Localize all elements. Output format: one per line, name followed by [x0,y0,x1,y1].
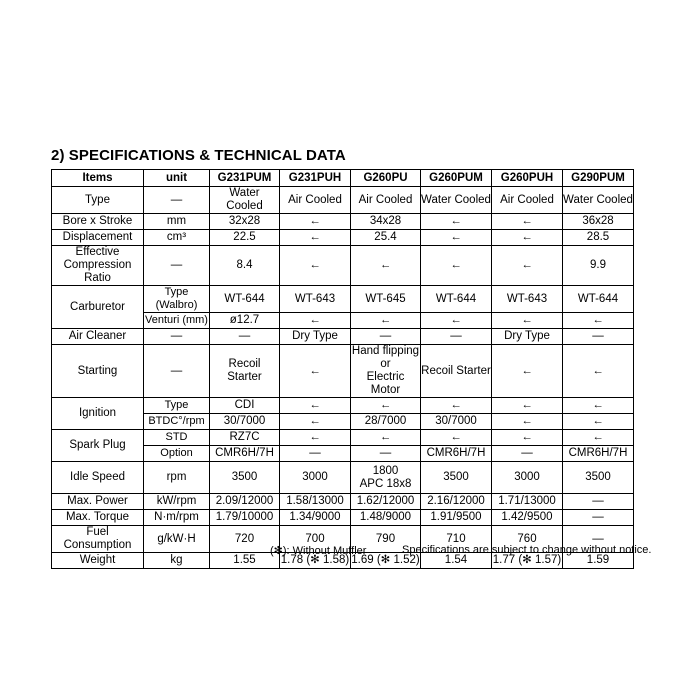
value-cell: 760 [492,526,563,553]
unit-cell: rpm [144,462,210,494]
value-cell: CMR6H/7H [563,446,634,462]
value-cell: ← [280,398,351,414]
value-cell: ← [492,246,563,286]
value-cell: Air Cooled [492,187,563,214]
item-label: Idle Speed [52,462,144,494]
value-line: or [380,358,391,370]
header-row [52,170,634,187]
value-line: Electric Motor [366,371,405,396]
value-cell: 1.71/13000 [492,494,563,510]
value-cell: ← [280,246,351,286]
unit-cell: BTDC°/rpm [144,414,210,430]
table-row [52,246,634,286]
item-label: Displacement [52,230,144,246]
page-title: 2) SPECIFICATIONS & TECHNICAL DATA [51,147,346,164]
unit-cell: STD [144,430,210,446]
value-cell: CMR6H/7H [421,446,492,462]
header-cell: Items [52,170,144,187]
value-cell: 1.62/12000 [351,494,421,510]
value-cell: 790 [351,526,421,553]
value-cell: — [492,446,563,462]
value-cell: 2.09/12000 [210,494,280,510]
value-cell: ← [280,230,351,246]
table-row [52,187,634,214]
value-cell: ← [421,313,492,329]
item-label: Ignition [52,398,144,430]
value-cell: 30/7000 [421,414,492,430]
value-cell: — [563,329,634,345]
value-cell: ← [280,345,351,398]
value-cell: ← [421,246,492,286]
value-cell: 700 [280,526,351,553]
unit-cell: Venturi (mm) [144,313,210,329]
value-cell: ← [563,414,634,430]
value-cell: WT-644 [210,286,280,313]
value-cell: — [563,494,634,510]
value-cell: 28.5 [563,230,634,246]
value-cell: WT-645 [351,286,421,313]
unit-cell: g/kW·H [144,526,210,553]
notice-text: Specifications are subject to change without notice. [402,544,652,556]
value-cell: Water Cooled [563,187,634,214]
unit-cell: — [144,187,210,214]
value-cell: Water Cooled [210,187,280,214]
header-cell: G290PUM [563,170,634,187]
value-cell: CMR6H/7H [210,446,280,462]
value-cell: 34x28 [351,214,421,230]
value-cell: 1.42/9500 [492,510,563,526]
value-cell: 36x28 [563,214,634,230]
value-cell: 1.69 (✻ 1.52) [351,553,421,569]
value-cell: 3500 [421,462,492,494]
value-cell: ← [492,430,563,446]
value-cell: 3000 [492,462,563,494]
item-label: Fuel Consumption [52,526,144,553]
table-row [52,510,634,526]
header-cell: G231PUM [210,170,280,187]
item-label: Air Cleaner [52,329,144,345]
value-cell: ← [351,246,421,286]
value-cell: — [563,526,634,553]
value-cell: 720 [210,526,280,553]
value-cell: ← [492,313,563,329]
value-cell: — [210,329,280,345]
value-cell: ← [492,230,563,246]
unit-cell: cm³ [144,230,210,246]
specifications-table [51,169,634,569]
value-cell: Air Cooled [351,187,421,214]
value-cell: ← [563,313,634,329]
value-cell: ← [421,398,492,414]
value-cell: Recoil Starter [421,345,492,398]
value-cell: ← [351,398,421,414]
value-cell: ← [421,430,492,446]
item-label: Type [52,187,144,214]
header-cell: G260PUH [492,170,563,187]
table-row [52,286,634,313]
value-cell: ← [280,313,351,329]
value-cell [351,462,421,494]
item-label: Max. Torque [52,510,144,526]
header-cell: G260PUM [421,170,492,187]
value-cell: 8.4 [210,246,280,286]
value-cell: CDI [210,398,280,414]
value-cell: ← [421,230,492,246]
value-line: APC 18x8 [359,477,412,490]
value-cell: 1.34/9000 [280,510,351,526]
item-label-line: Effective [75,246,120,258]
item-label-line: Compression Ratio [63,259,132,284]
unit-cell: — [144,345,210,398]
value-cell: Water Cooled [421,187,492,214]
value-cell: 22.5 [210,230,280,246]
item-label: Max. Power [52,494,144,510]
unit-cell: — [144,246,210,286]
value-line: 1800 [372,464,399,477]
value-cell: WT-643 [492,286,563,313]
value-cell [351,345,421,398]
unit-cell: Type (Walbro) [144,286,210,313]
table-row [52,329,634,345]
table-row [52,398,634,414]
value-cell: ← [563,345,634,398]
table-row [52,230,634,246]
header-cell: unit [144,170,210,187]
item-label [52,246,144,286]
value-cell: — [351,446,421,462]
value-cell: 32x28 [210,214,280,230]
item-label: Starting [52,345,144,398]
header-cell: G231PUH [280,170,351,187]
value-cell: — [563,510,634,526]
value-cell: 1.77 (✻ 1.57) [492,553,563,569]
value-cell: ← [492,398,563,414]
value-cell: WT-644 [421,286,492,313]
header-cell: G260PU [351,170,421,187]
value-cell: ← [421,214,492,230]
table-row [52,430,634,446]
unit-cell: N·m/rpm [144,510,210,526]
value-cell: — [280,446,351,462]
unit-cell: Option [144,446,210,462]
value-cell: 28/7000 [351,414,421,430]
value-cell: 3500 [563,462,634,494]
value-cell: ← [280,414,351,430]
unit-cell: — [144,329,210,345]
value-cell: 3500 [210,462,280,494]
value-cell: ← [492,214,563,230]
footnote: (✻): Without Muffler [270,545,367,557]
item-label: Weight [52,553,144,569]
value-cell: ← [492,414,563,430]
value-cell: Recoil Starter [210,345,280,398]
value-cell: 3000 [280,462,351,494]
value-cell: 1.55 [210,553,280,569]
value-cell: 710 [421,526,492,553]
value-cell: 1.59 [563,553,634,569]
value-cell: ← [563,430,634,446]
unit-cell: kW/rpm [144,494,210,510]
unit-cell: kg [144,553,210,569]
value-line: Hand flipping [351,345,420,357]
value-cell: 1.54 [421,553,492,569]
table-row [52,345,634,398]
value-cell: 1.91/9500 [421,510,492,526]
value-cell: RZ7C [210,430,280,446]
table-row [52,214,634,230]
table-row [52,494,634,510]
item-label: Carburetor [52,286,144,329]
value-cell: ← [280,214,351,230]
value-cell: 30/7000 [210,414,280,430]
unit-cell: Type [144,398,210,414]
value-cell: ← [280,430,351,446]
table-row [52,462,634,494]
value-cell: 2.16/12000 [421,494,492,510]
item-label: Spark Plug [52,430,144,462]
value-cell: WT-643 [280,286,351,313]
value-cell: ← [563,398,634,414]
value-cell: ← [351,430,421,446]
value-cell: — [351,329,421,345]
item-label: Bore x Stroke [52,214,144,230]
value-cell: 1.79/10000 [210,510,280,526]
unit-cell: mm [144,214,210,230]
value-cell: Dry Type [280,329,351,345]
value-cell: WT-644 [563,286,634,313]
value-cell: Dry Type [492,329,563,345]
value-cell: — [421,329,492,345]
value-cell: ø12.7 [210,313,280,329]
value-cell: 1.48/9000 [351,510,421,526]
value-cell: Air Cooled [280,187,351,214]
value-cell: 1.78 (✻ 1.58) [280,553,351,569]
value-cell: 25.4 [351,230,421,246]
value-cell: 9.9 [563,246,634,286]
value-cell: 1.58/13000 [280,494,351,510]
value-cell: ← [351,313,421,329]
value-cell: ← [492,345,563,398]
